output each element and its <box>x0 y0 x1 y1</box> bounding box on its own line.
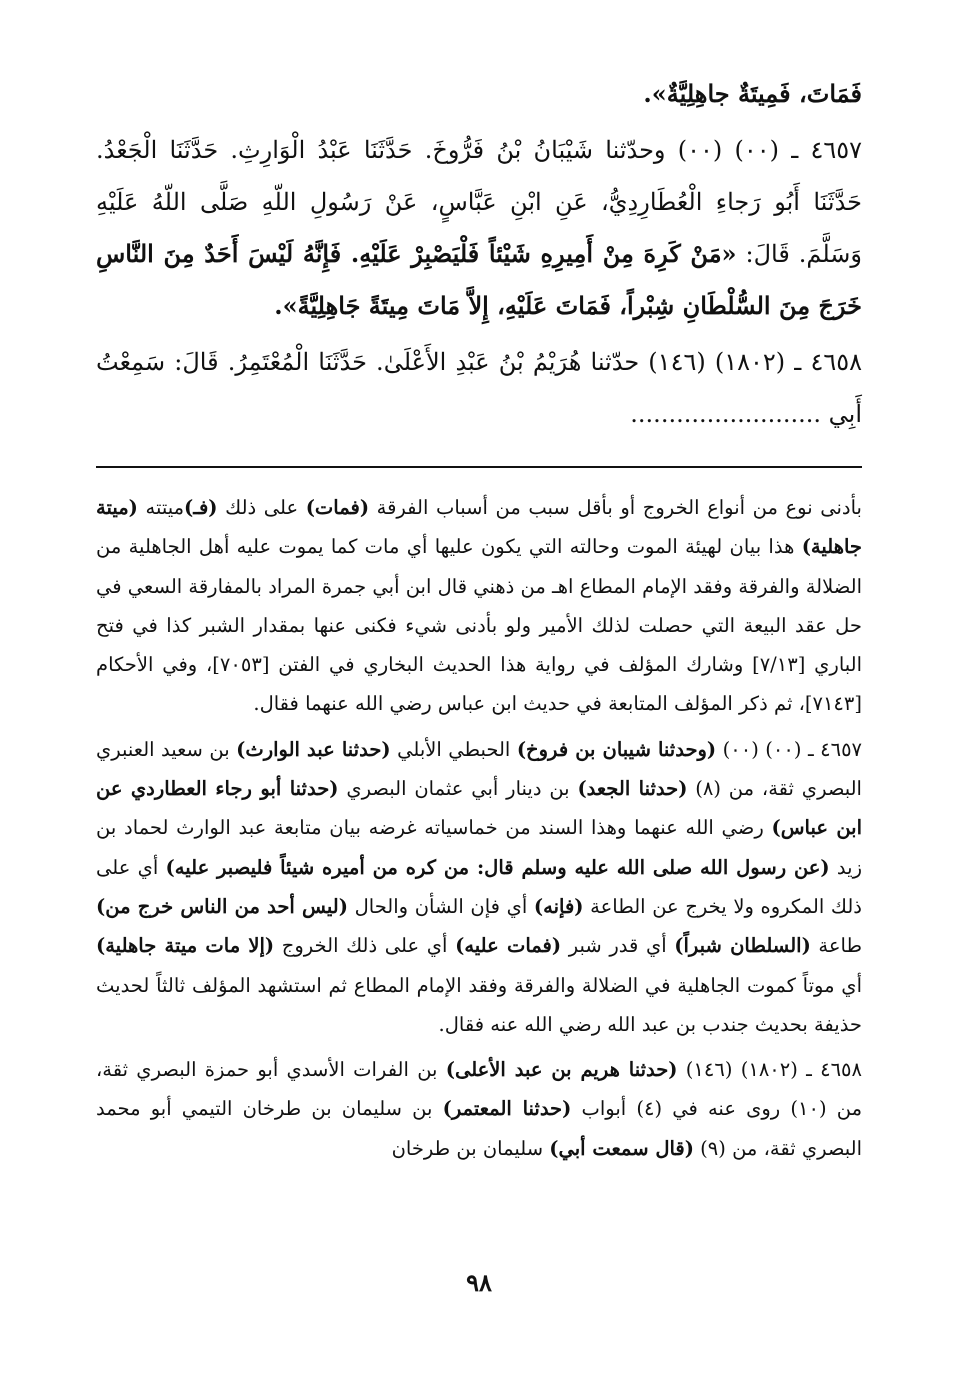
footnote-divider <box>96 466 862 468</box>
page-body <box>96 68 862 1174</box>
commentary-paragraph-1: بأدنى نوع من أنواع الخروج أو بأقل سبب من أسباب الفرقة (فمات) على ذلك (فـ)ميتته (ميتة جاهلية) هذا بيان لهيئة الموت وحالته التي يكون عليها أي مات كما يموت عليه أهل الجاهلية من الضلالة والفرقة وفقد الإمام المطاع اهـ من ذهني قال ابن أبي جمرة المراد بالمفارقة السعي في حل عقد البيعة التي حصلت لذلك الأمير ولو بأدنى شيء فكنى عنها بمقدار الشبر كذا في فتح الباري [٧/١٣] وشارك المؤلف في رواية هذا الحديث البخاري في الفتن [٧٠٥٣]، وفي الأحكام [٧١٤٣]، ثم ذكر المؤلف المتابعة في حديث ابن عباس رضي الله عنهما فقال. <box>96 496 862 716</box>
hadith-4658: ٤٦٥٨ ـ (١٨٠٢) (١٤٦) حدّثنا هُرَيْمُ بْنُ عَبْدِ الأَعْلَىٰ. حَدَّثَنَا الْمُعْتَمِرُ. قَالَ: سَمِعْتُ أَبِي ......................... <box>96 348 862 428</box>
hadith-text <box>96 68 862 440</box>
page-number: ٩٨ <box>466 1268 492 1297</box>
commentary-paragraph-4657: ٤٦٥٧ ـ (٠٠) (٠٠) (وحدثنا شيبان بن فروخ) الحبطي الأبلي (حدثنا عبد الوارث) بن سعيد العنبري البصري ثقة، من (٨) (حدثنا الجعد) بن دينار أبي عثمان البصري (حدثنا أبو رجاء العطاردي عن ابن عباس) رضي الله عنهما وهذا السند من خماسياته غرضه بيان متابعة عبد الوارث لحماد بن زيد (عن رسول الله صلى الله عليه وسلم قال: من كره من أميره شيئاً فليصبر عليه) أي على ذلك المكروه ولا يخرج عن الطاعة (فإنه) أي فإن الشأن والحال (ليس أحد من الناس خرج من) طاعة (السلطان شبراً) أي قدر شبر (فمات عليه) أي على ذلك الخروج (إلا مات ميتة جاهلية) أي موتاً كموت الجاهلية في الضلالة والفرقة وفقد الإمام المطاع ثم استشهد المؤلف ثالثاً لحديث حذيفة بحديث جندب بن عبد الله رضي الله عنه فقال. <box>96 737 863 1036</box>
commentary-paragraph-4658: ٤٦٥٨ ـ (١٨٠٢) (١٤٦) (حدثنا هريم بن عبد الأعلى) بن الفرات الأسدي أبو حمزة البصري ثقة، من (١٠) روى عنه في (٤) أبواب (حدثنا المعتمر) بن سليمان بن طرخان التيمي أبو محمد البصري ثقة، من (٩) (قال سمعت أبي) سليمان بن طرخان <box>96 1058 863 1160</box>
hadith-4657: ٤٦٥٧ ـ (٠٠) (٠٠) وحدّثنا شَيْبَانُ بْنُ فَرُّوخَ. حَدَّثَنَا عَبْدُ الْوَارِثِ. حَدَّثَنَا الْجَعْدُ. حَدَّثَنَا أَبُو رَجاءِ الْعُطَارِدِيُّ، عَنِ ابْنِ عَبَّاسٍ، عَنْ رَسُولِ اللّهِ صَلَّى اللّهُ عَلَيْهِ وَسَلَّمَ. قَالَ: «مَنْ كَرِهَ مِنْ أَمِيرِهِ شَيْئاً فَلْيَصْبِرْ عَلَيْهِ. فَإِنَّهُ لَيْسَ أَحَدٌ مِنَ النَّاسِ خَرَجَ مِنَ السُّلْطَانِ شِبْراً، فَمَاتَ عَلَيْهِ، إِلاَّ مَاتَ مِيتَةً جَاهِلِيَّةً». <box>96 136 862 320</box>
hadith-continuation: فَمَاتَ، فَمِيتَةٌ جاهِلِيَّةٌ». <box>643 79 862 108</box>
commentary <box>96 488 862 1168</box>
